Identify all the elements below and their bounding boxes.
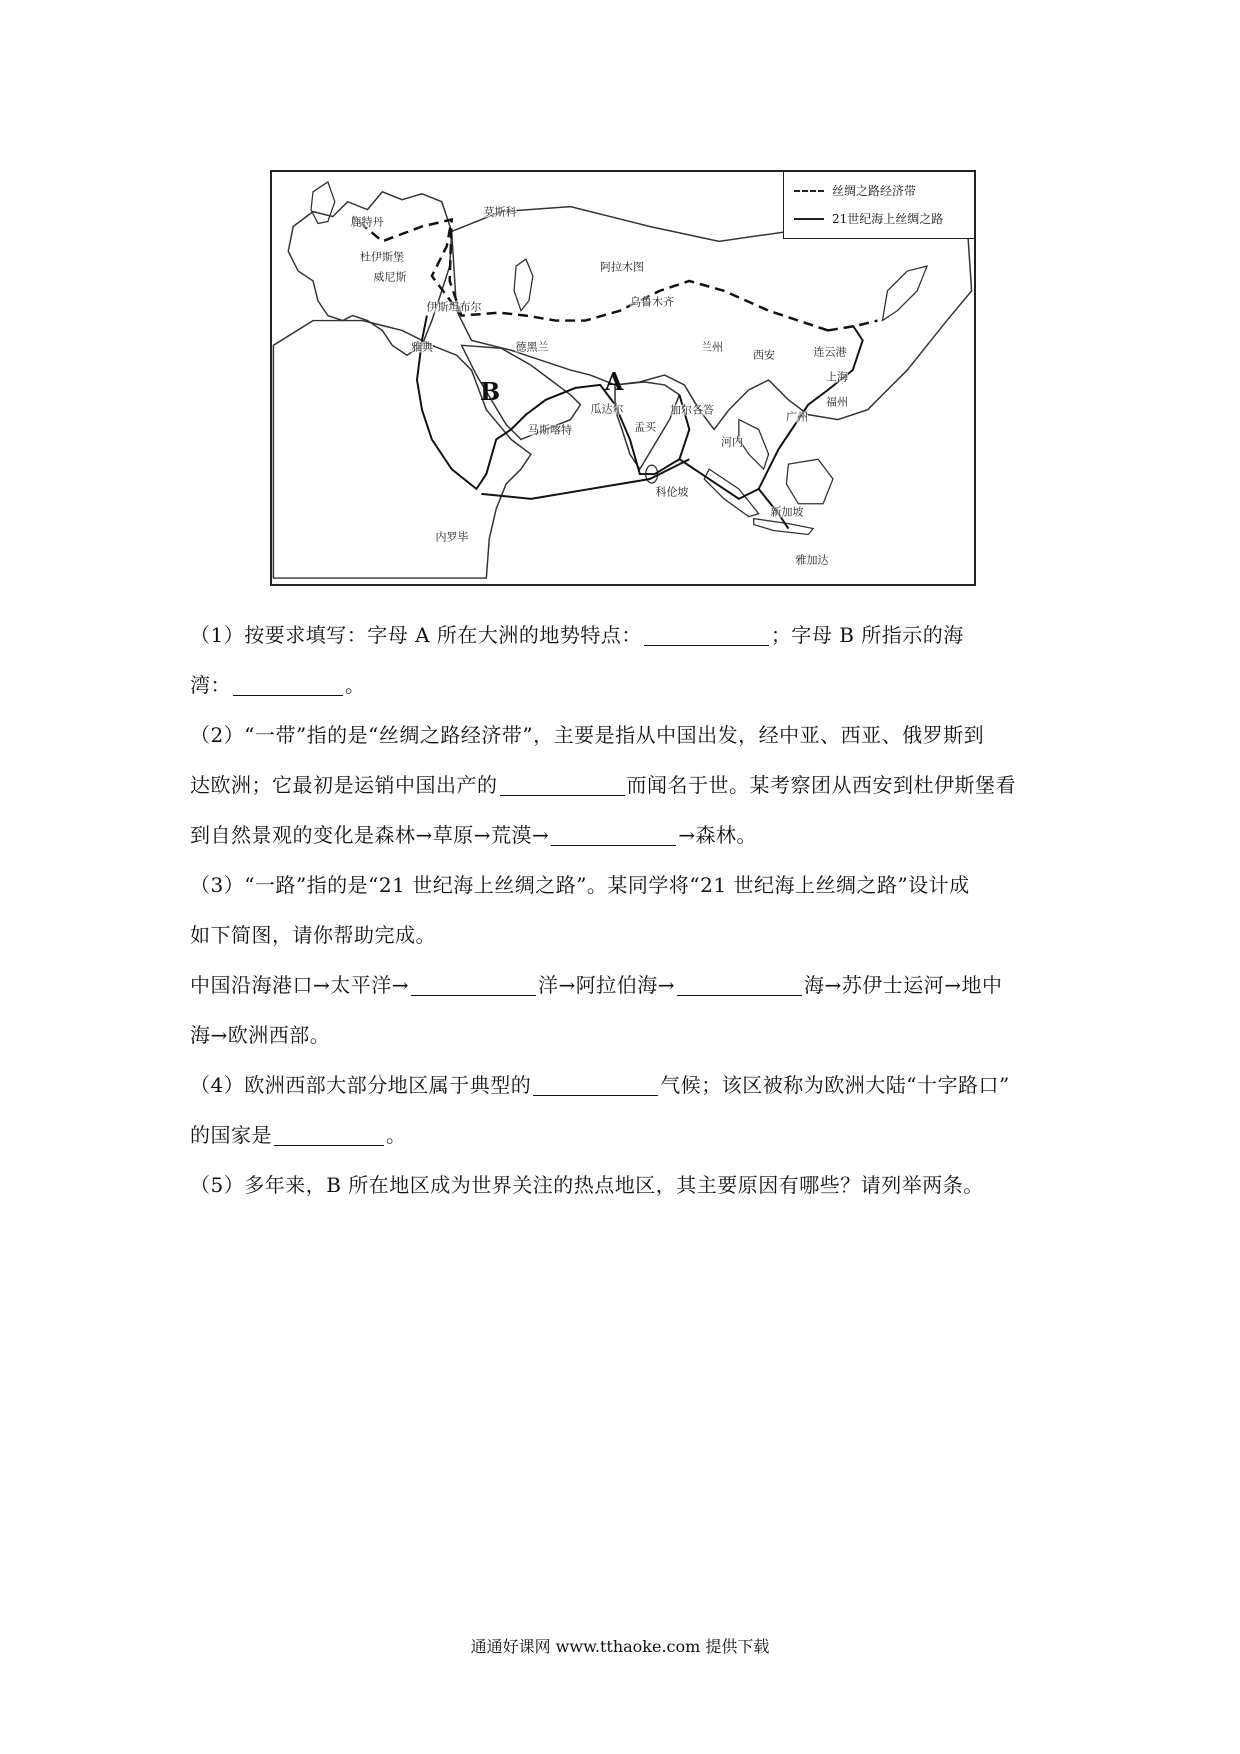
legend-belt-label: 丝绸之路经济带 xyxy=(832,184,917,198)
page-footer: 通通好课网 www.tthaoke.com 提供下载 xyxy=(470,1637,770,1656)
q2-blank-2[interactable] xyxy=(551,823,676,846)
q3-text-4: 洋→阿拉伯海→ xyxy=(538,973,676,997)
southeast-asia xyxy=(739,420,769,470)
q4-text-1: （4）欧洲西部大部分地区属于典型的 xyxy=(190,1073,532,1097)
q3-blank-1[interactable] xyxy=(411,973,536,996)
legend-maritime xyxy=(794,210,943,227)
q3-text-1: （3）“一路”指的是“21 世纪海上丝绸之路”。某同学将“21 世纪海上丝绸之路”设计成 xyxy=(190,873,970,897)
city-tehran: 德黑兰 xyxy=(515,340,549,354)
britain xyxy=(311,182,335,224)
q5-text-1: （5）多年来，B 所在地区成为世界关注的热点地区，其主要原因有哪些？请列举两条。 xyxy=(190,1173,984,1197)
city-mumbai: 孟买 xyxy=(634,420,656,434)
city-moscow: 莫斯科 xyxy=(483,205,517,219)
city-rotterdam: 鹿特丹 xyxy=(350,215,384,229)
question-2 xyxy=(190,710,1060,860)
q2-text-5: →森林。 xyxy=(678,823,758,847)
city-venice: 威尼斯 xyxy=(373,270,407,284)
question-5 xyxy=(190,1160,1060,1210)
city-shanghai: 上海 xyxy=(826,370,848,384)
dashed-line-icon xyxy=(794,190,824,192)
q1-text-2: ；字母 B 所指示的海 xyxy=(770,623,964,647)
asia-landmass xyxy=(452,207,972,430)
q3-blank-2[interactable] xyxy=(677,973,802,996)
q4-text-3: 的国家是 xyxy=(190,1123,272,1147)
q1-blank-2[interactable] xyxy=(233,673,343,696)
q2-text-3: 而闻名于世。某考察团从西安到杜伊斯堡看 xyxy=(626,773,1016,797)
q1-text-4: 。 xyxy=(345,673,366,697)
q2-text-4: 到自然景观的变化是森林→草原→荒漠→ xyxy=(190,823,550,847)
city-xian: 西安 xyxy=(753,348,775,362)
q4-blank-1[interactable] xyxy=(533,1073,658,1096)
silk-road-belt-line xyxy=(350,215,828,331)
map-legend xyxy=(783,172,974,239)
city-lianyungang: 连云港 xyxy=(813,345,847,359)
city-athens: 雅典 xyxy=(411,340,433,354)
city-hanoi: 河内 xyxy=(721,435,743,449)
city-fuzhou: 福州 xyxy=(826,395,848,409)
city-nairobi: 内罗毕 xyxy=(435,530,469,544)
japan xyxy=(882,266,927,320)
city-jakarta: 雅加达 xyxy=(795,553,829,567)
borneo xyxy=(786,459,833,504)
legend-belt xyxy=(794,182,916,199)
city-guangzhou: 广州 xyxy=(786,410,808,424)
q4-text-4: 。 xyxy=(386,1123,407,1147)
q3-text-5: 海→苏伊士运河→地中 xyxy=(804,973,1003,997)
question-3 xyxy=(190,860,1060,1060)
silk-road-map xyxy=(270,170,976,586)
city-istanbul: 伊斯坦布尔 xyxy=(426,300,482,314)
q4-blank-2[interactable] xyxy=(274,1123,384,1146)
caspian-sea xyxy=(514,259,533,311)
africa-landmass xyxy=(273,321,531,579)
q2-text-1: （2）“一带”指的是“丝绸之路经济带”，主要是指从中国出发，经中亚、西亚、俄罗斯到 xyxy=(190,723,985,747)
city-colombo: 科伦坡 xyxy=(655,485,689,499)
question-4 xyxy=(190,1060,1060,1160)
letter-b-label: B xyxy=(479,377,501,406)
q1-text-3: 湾： xyxy=(190,673,231,697)
q1-blank-1[interactable] xyxy=(644,623,769,646)
city-muscat: 马斯喀特 xyxy=(528,423,572,437)
question-1 xyxy=(190,610,1060,710)
solid-line-icon xyxy=(794,218,824,220)
q4-text-2: 气候；该区被称为欧洲大陆“十字路口” xyxy=(660,1073,1010,1097)
q3-text-6: 海→欧洲西部。 xyxy=(190,1023,331,1047)
letter-a-label: A xyxy=(604,367,624,396)
city-gwadar: 瓜达尔 xyxy=(590,402,624,416)
city-singapore: 新加坡 xyxy=(770,505,804,519)
legend-maritime-label: 21世纪海上丝绸之路 xyxy=(832,212,944,226)
city-almaty: 阿拉木图 xyxy=(600,260,644,274)
city-kolkata: 加尔各答 xyxy=(670,403,714,417)
city-lanzhou: 兰州 xyxy=(701,340,723,354)
q1-text-1: （1）按要求填写：字母 A 所在大洲的地势特点： xyxy=(190,623,642,647)
q2-blank-1[interactable] xyxy=(500,773,625,796)
q3-text-3: 中国沿海港口→太平洋→ xyxy=(190,973,410,997)
city-duisburg: 杜伊斯堡 xyxy=(360,250,404,264)
q3-text-2: 如下简图，请你帮助完成。 xyxy=(190,923,436,947)
q2-text-2: 达欧洲；它最初是运销中国出产的 xyxy=(190,773,498,797)
city-urumqi: 乌鲁木齐 xyxy=(630,295,674,309)
